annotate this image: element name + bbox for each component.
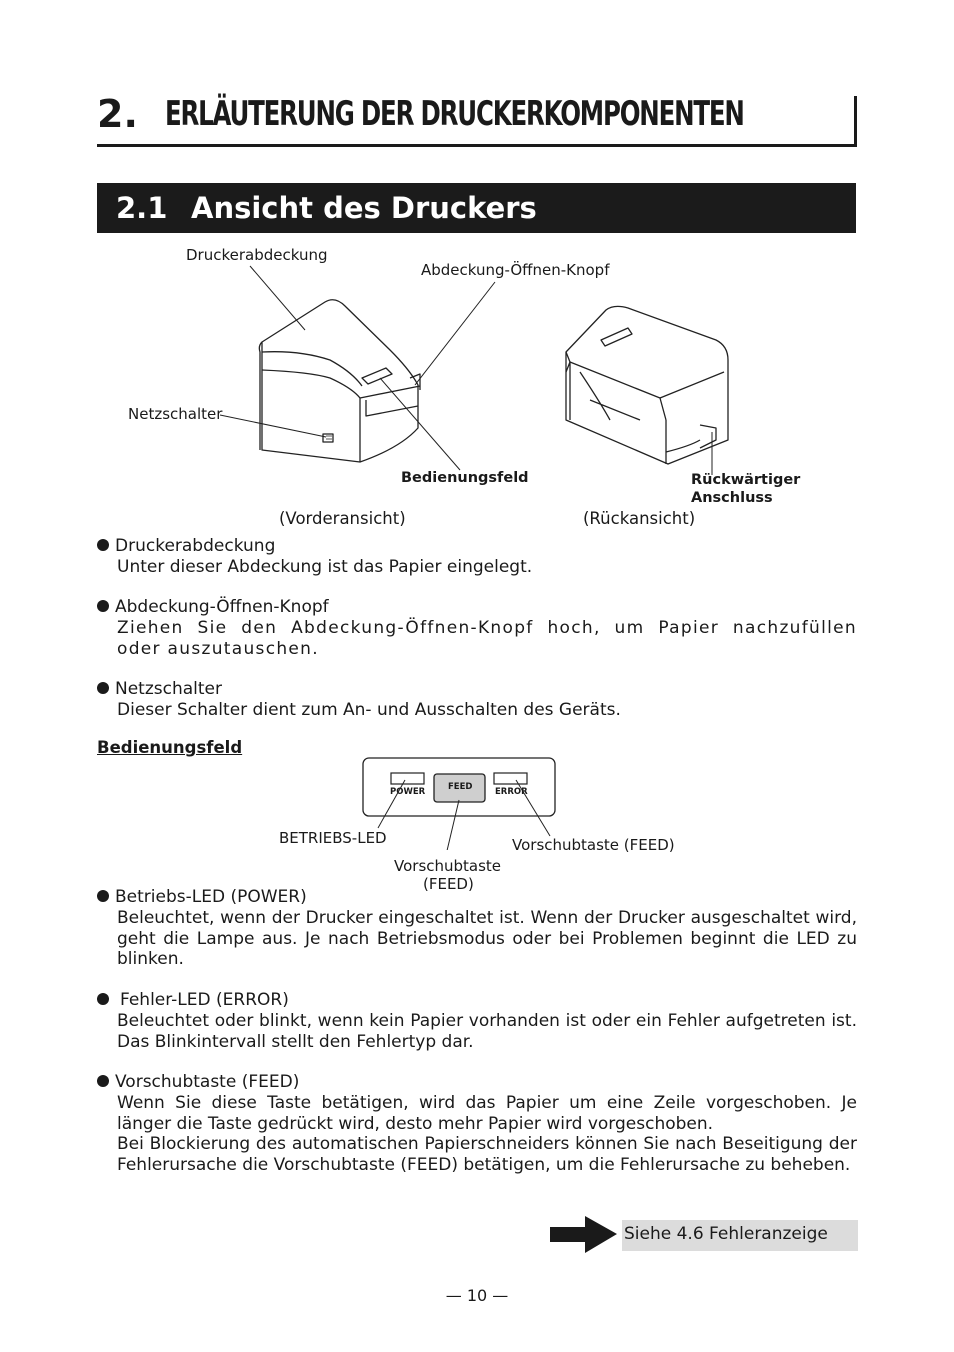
bullet-icon <box>97 890 109 902</box>
item-error-led-title: Fehler-LED (ERROR) <box>97 990 289 1010</box>
item-power-switch-text: Dieser Schalter dient zum An- und Ausschalten des Geräts. <box>117 700 621 720</box>
label-rear-port-line1: Rückwärtiger <box>691 472 801 488</box>
page-number: — 10 — <box>445 1286 509 1305</box>
error-led-label: ERROR <box>495 787 528 797</box>
bullet-icon <box>97 539 109 551</box>
caption-rear-view: (Rückansicht) <box>583 509 696 528</box>
reference-text: Siehe 4.6 Fehleranzeige <box>624 1224 828 1244</box>
label-control-panel: Bedienungsfeld <box>401 470 529 486</box>
label-feed-button-line1: Vorschubtaste <box>394 857 502 875</box>
label-power-switch: Netzschalter <box>128 405 223 423</box>
reference-box <box>622 1220 858 1251</box>
section-number: 2.1 <box>116 191 168 225</box>
label-open-button: Abdeckung-Öffnen-Knopf <box>421 261 610 279</box>
control-panel-illustration <box>0 750 954 850</box>
item-feed-text-2: Bei Blockierung des automatischen Papierschneiders können Sie nach Beseitigung der Fehlerursache die Vorschubtaste (FEED) betätigen, um die Fehlerursache zu beheben. <box>117 1134 857 1175</box>
error-led-icon <box>494 773 527 784</box>
caption-front-view: (Vorderansicht) <box>279 509 406 528</box>
item-feed-text: Wenn Sie diese Taste betätigen, wird das Papier um eine Zeile vorgeschoben. Je länger die Taste gedrückt wird, desto mehr Papier wird vorgeschoben. <box>117 1093 857 1134</box>
leader-open-button <box>415 282 495 385</box>
label-rear-port-line2: Anschluss <box>691 490 773 506</box>
label-cover: Druckerabdeckung <box>186 246 328 264</box>
item-error-led-text: Beleuchtet oder blinkt, wenn kein Papier vorhanden ist oder ein Fehler aufgetreten ist. Das Blinkintervall stellt den Fehlertyp dar. <box>117 1011 857 1052</box>
power-led-label: POWER <box>390 787 426 797</box>
item-power-switch-title: Netzschalter <box>97 679 222 699</box>
bullet-icon <box>97 1075 109 1087</box>
leader-cover <box>250 266 305 330</box>
arrow-right-icon <box>549 1215 619 1255</box>
label-power-led: BETRIEBS-LED <box>279 829 387 847</box>
item-feed-title: Vorschubtaste (FEED) <box>97 1072 299 1092</box>
item-power-led-text: Beleuchtet, wenn der Drucker eingeschaltet ist. Wenn der Drucker ausgeschaltet wird, geht die Lampe aus. Je nach Betriebsmodus oder bei Problemen beginnt die LED zu blinken. <box>117 908 857 969</box>
chapter-title: ERLÄUTERUNG DER DRUCKERKOMPONENTEN <box>165 94 744 134</box>
item-open-button-title: Abdeckung-Öffnen-Knopf <box>97 597 329 617</box>
label-error-led: Vorschubtaste (FEED) <box>512 836 675 854</box>
rear-printer-drawing <box>566 306 728 464</box>
feed-button-label: FEED <box>448 782 473 792</box>
item-cover-text: Unter dieser Abdeckung ist das Papier eingelegt. <box>117 557 533 577</box>
label-feed-button-line2: (FEED) <box>423 875 474 893</box>
bullet-icon <box>97 682 109 694</box>
bullet-icon <box>97 600 109 612</box>
bullet-icon <box>97 993 109 1005</box>
item-cover-title: Druckerabdeckung <box>97 536 275 556</box>
section-title: Ansicht des Druckers <box>191 191 537 225</box>
item-power-led-title: Betriebs-LED (POWER) <box>97 887 307 907</box>
item-open-button-text: Ziehen Sie den Abdeckung-Öffnen-Knopf hoch, um Papier nachzufüllen oder auszutauschen. <box>117 618 857 659</box>
panel-heading: Bedienungsfeld <box>97 738 243 757</box>
power-led-icon <box>391 773 424 784</box>
front-printer-drawing <box>259 300 420 462</box>
chapter-number: 2. <box>97 92 138 136</box>
